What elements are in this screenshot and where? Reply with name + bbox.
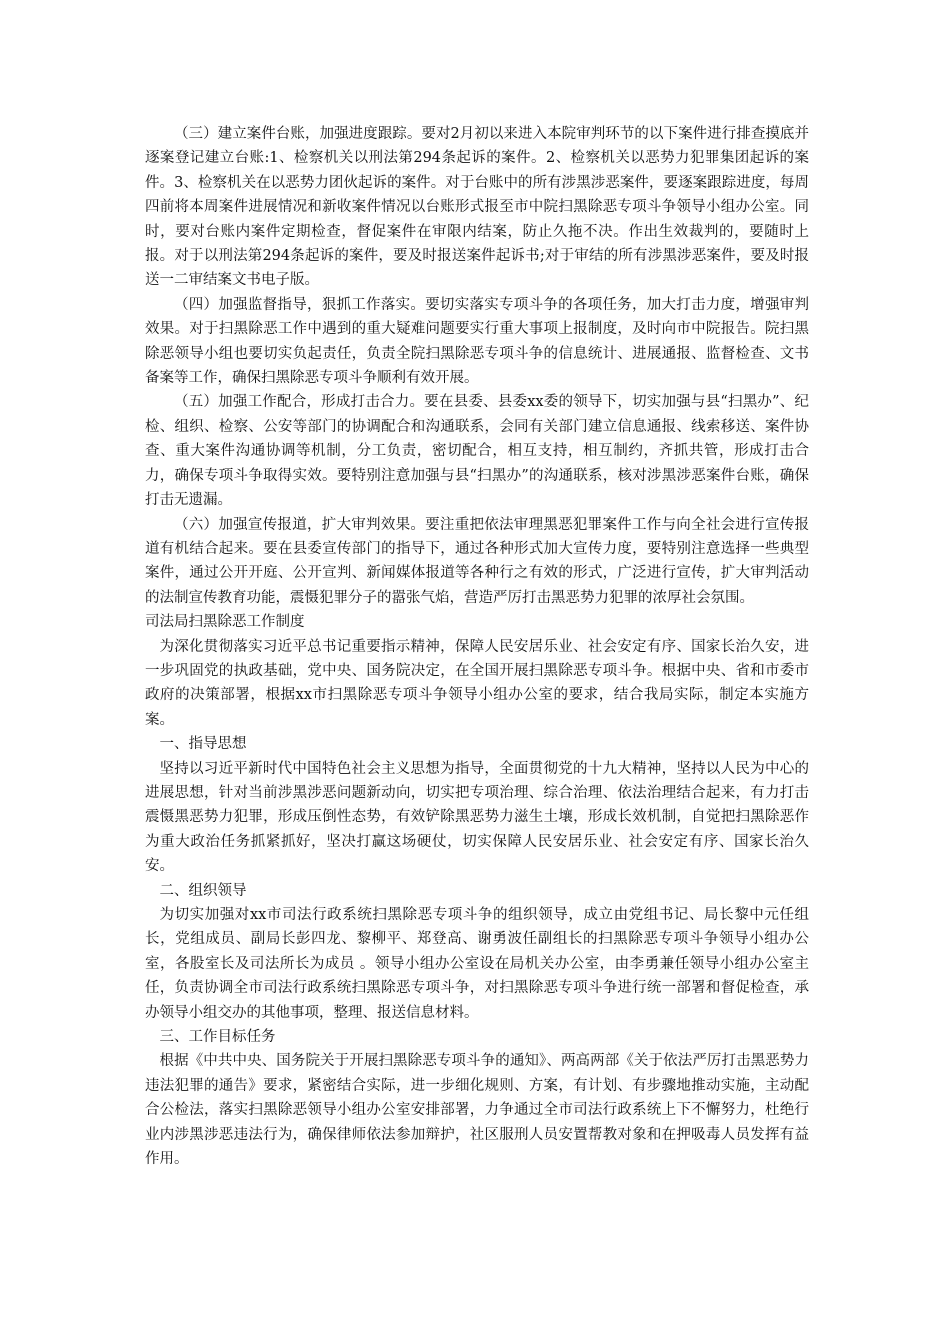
paragraph-intro: 为深化贯彻落实习近平总书记重要指示精神，保障人民安居乐业、社会安定有序、国家长治久安，进一步巩固党的执政基础，党中央、国务院决定，在全国开展扫黑除恶专项斗争。根据中央、省和市委市政府的决策部署，根据xx市扫黑除恶专项斗争领导小组办公室的要求，结合我局实际，制定本实施方案。 bbox=[145, 638, 809, 728]
heading-work-goals: 三、工作目标任务 bbox=[159, 1029, 276, 1046]
paragraph-section-6: （六）加强宣传报道，扩大审判效果。要注重把依法审理黑恶犯罪案件工作与向全社会进行宣传报道有机结合起来。要在县委宣传部门的指导下，通过各种形式加大宣传力度，要特别注意选择一些典型案件，通过公开开庭、公开宣判、新闻媒体报道等各种行之有效的形式，广泛进行宣传，扩大审判活动的法制宣传教育功能，震慑犯罪分子的嚣张气焰，营造严厉打击黑恶势力犯罪的浓厚社会氛围。 bbox=[145, 516, 809, 606]
heading-organization-leadership: 二、组织领导 bbox=[159, 882, 247, 899]
paragraph-section-3: （三）建立案件台账，加强进度跟踪。要对2月初以来进入本院审判环节的以下案件进行排查摸底并逐案登记建立台账:1、检察机关以刑法第294条起诉的案件。2、检察机关以恶势力犯罪集团起诉的案件。3、检察机关在以恶势力团伙起诉的案件。对于台账中的所有涉黑涉恶案件，要逐案跟踪进度，每周四前将本周案件进展情况和新收案件情况以台账形式报至市中院扫黑除恶专项斗争领导小组办公室。同时，要对台账内案件定期检查，督促案件在审限内结案，防止久拖不决。作出生效裁判的，要随时上报。对于以刑法第294条起诉的案件，要及时报送案件起诉书;对于审结的所有涉黑涉恶案件，要及时报送一二审结案文书电子版。 bbox=[145, 126, 809, 289]
paragraph-section-5: （五）加强工作配合，形成打击合力。要在县委、县委xx委的领导下，切实加强与县“扫黑办”、纪检、组织、检察、公安等部门的协调配合和沟通联系，会同有关部门建立信息通报、线索移送、案件协查、重大案件沟通协调等机制，分工负责，密切配合，相互支持，相互制约，齐抓共管，形成打击合力，确保专项斗争取得实效。要特别注意加强与县“扫黑办”的沟通联系，核对涉黑涉恶案件台账，确保打击无遗漏。 bbox=[145, 394, 809, 509]
paragraph-guiding-ideology: 坚持以习近平新时代中国特色社会主义思想为指导，全面贯彻党的十九大精神，坚持以人民为中心的进展思想，针对当前涉黑涉恶问题新动向，切实把专项治理、综合治理、依法治理结合起来，有力打击震慑黑恶势力犯罪，形成压倒性态势，有效铲除黑恶势力滋生土壤，形成长效机制，自觉把扫黑除恶作为重大政治任务抓紧抓好，坚决打赢这场硬仗，切实保障人民安居乐业、社会安定有序、国家长治久安。 bbox=[145, 760, 809, 875]
heading-guiding-ideology: 一、指导思想 bbox=[159, 736, 247, 753]
paragraph-organization-leadership: 为切实加强对xx市司法行政系统扫黑除恶专项斗争的组织领导，成立由党组书记、局长黎中元任组长，党组成员、副局长彭四龙、黎柳平、郑登高、谢勇波任副组长的扫黑除恶专项斗争领导小组办公室，各股室长及司法所长为成员 。领导小组办公室设在局机关办公室，由李勇兼任领导小组办公室主任，负责协调全市司法行政系统扫黑除恶专项斗争，对扫黑除恶专项斗争进行统一部署和督促检查，承办领导小组交办的其他事项，整理、报送信息材料。 bbox=[145, 907, 809, 1021]
paragraph-work-goals: 根据《中共中央、国务院关于开展扫黑除恶专项斗争的通知》、两高两部《关于依法严厉打击黑恶势力违法犯罪的通告》要求，紧密结合实际，进一步细化规则、方案，有计划、有步骤地推动实施，主动配合公检法，落实扫黑除恶领导小组办公室安排部署，力争通过全市司法行政系统上下不懈努力，杜绝行业内涉黑涉恶违法行为，确保律师依法参加辩护，社区服刑人员安置帮教对象和在押吸毒人员发挥有益作用。 bbox=[145, 1053, 809, 1168]
paragraph-section-4: （四）加强监督指导，狠抓工作落实。要切实落实专项斗争的各项任务，加大打击力度，增强审判效果。对于扫黑除恶工作中遇到的重大疑难问题要实行重大事项上报制度，及时向市中院报告。院扫黑除恶领导小组也要切实负起责任，负责全院扫黑除恶专项斗争的信息统计、进展通报、监督检查、文书备案等工作，确保扫黑除恶专项斗争顺利有效开展。 bbox=[145, 296, 809, 387]
document-body bbox=[145, 122, 809, 1171]
document-title: 司法局扫黑除恶工作制度 bbox=[145, 614, 305, 631]
